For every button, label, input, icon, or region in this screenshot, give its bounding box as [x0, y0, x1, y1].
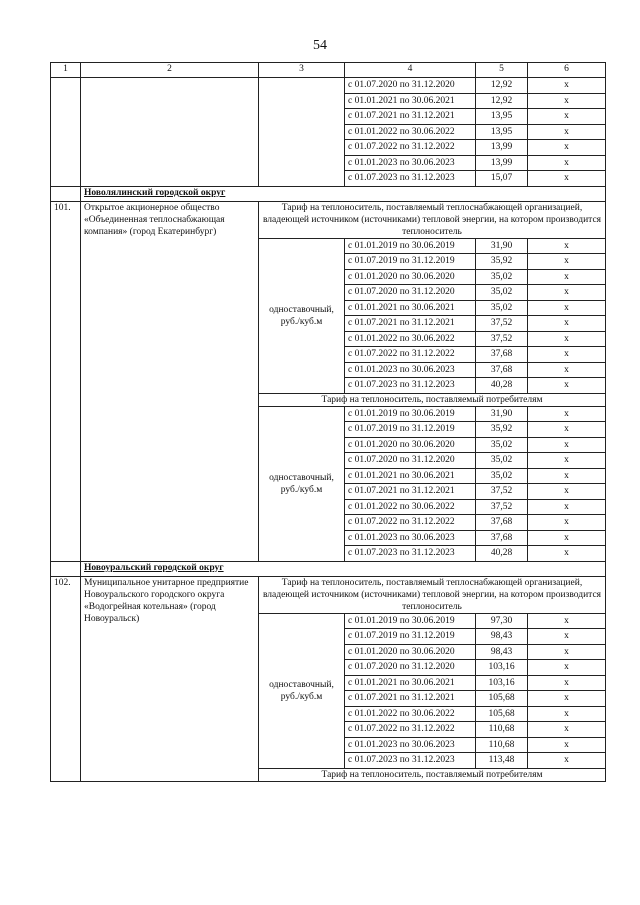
unit-cell: одноставочный, руб./куб.м: [259, 613, 345, 768]
tariff-table: [50, 62, 606, 782]
tariff-value: 37,52: [476, 316, 528, 332]
mark-cell: х: [528, 362, 606, 378]
period-cell: с 01.01.2021 по 30.06.2021: [345, 675, 476, 691]
mark-cell: х: [528, 515, 606, 531]
mark-cell: х: [528, 613, 606, 629]
period-cell: с 01.07.2021 по 31.12.2021: [345, 109, 476, 125]
period-cell: с 01.07.2023 по 31.12.2023: [345, 171, 476, 187]
mark-cell: х: [528, 316, 606, 332]
mark-cell: х: [528, 546, 606, 562]
mark-cell: х: [528, 437, 606, 453]
org-number: 102.: [51, 576, 81, 781]
period-cell: с 01.01.2021 по 30.06.2021: [345, 468, 476, 484]
tariff-value: 40,28: [476, 378, 528, 394]
tariff-value: 35,02: [476, 300, 528, 316]
mark-cell: х: [528, 347, 606, 363]
mark-cell: х: [528, 406, 606, 422]
tariff-title-row: [51, 201, 606, 238]
mark-cell: х: [528, 124, 606, 140]
mark-cell: х: [528, 660, 606, 676]
tariff-value: 13,95: [476, 109, 528, 125]
period-cell: с 01.01.2023 по 30.06.2023: [345, 737, 476, 753]
mark-cell: х: [528, 109, 606, 125]
mark-cell: х: [528, 140, 606, 156]
period-cell: с 01.07.2021 по 31.12.2021: [345, 316, 476, 332]
tariff-title: Тариф на теплоноситель, поставляемый теплоснабжающей организацией, владеющей источником (источниками) тепловой энергии, на котором производится теплоноситель: [259, 201, 606, 238]
tariff-value: 37,52: [476, 331, 528, 347]
table-row: [51, 78, 606, 94]
section-gap-cell: [51, 186, 81, 201]
tariff-value: 35,02: [476, 437, 528, 453]
tariff-value: 15,07: [476, 171, 528, 187]
mark-cell: х: [528, 300, 606, 316]
period-cell: с 01.01.2020 по 30.06.2020: [345, 644, 476, 660]
tariff-value: 97,30: [476, 613, 528, 629]
mark-cell: х: [528, 269, 606, 285]
period-cell: с 01.01.2023 по 30.06.2023: [345, 362, 476, 378]
mark-cell: х: [528, 93, 606, 109]
period-cell: с 01.01.2023 по 30.06.2023: [345, 155, 476, 171]
mark-cell: х: [528, 530, 606, 546]
tariff-value: 12,92: [476, 78, 528, 94]
period-cell: с 01.07.2022 по 31.12.2022: [345, 347, 476, 363]
period-cell: с 01.07.2019 по 31.12.2019: [345, 422, 476, 438]
period-cell: с 01.01.2019 по 30.06.2019: [345, 406, 476, 422]
section-title-row: [51, 186, 606, 201]
tariff-value: 103,16: [476, 675, 528, 691]
mark-cell: х: [528, 171, 606, 187]
period-cell: с 01.07.2020 по 31.12.2020: [345, 78, 476, 94]
mark-cell: х: [528, 737, 606, 753]
mark-cell: х: [528, 378, 606, 394]
period-cell: с 01.01.2019 по 30.06.2019: [345, 613, 476, 629]
unit-cell: одноставочный, руб./куб.м: [259, 238, 345, 393]
period-cell: с 01.01.2020 по 30.06.2020: [345, 437, 476, 453]
column-number: 3: [259, 63, 345, 78]
tariff-value: 98,43: [476, 644, 528, 660]
period-cell: с 01.07.2023 по 31.12.2023: [345, 378, 476, 394]
mark-cell: х: [528, 629, 606, 645]
mark-cell: х: [528, 706, 606, 722]
org-name: Открытое акционерное общество «Объединенная теплоснабжающая компания» (город Екатеринбург): [81, 201, 259, 561]
tariff-value: 105,68: [476, 691, 528, 707]
tariff-value: 35,92: [476, 422, 528, 438]
section-title-row: [51, 561, 606, 576]
tariff-value: 35,02: [476, 453, 528, 469]
tariff-title: Тариф на теплоноситель, поставляемый потребителям: [259, 393, 606, 406]
period-cell: с 01.01.2022 по 30.06.2022: [345, 124, 476, 140]
period-cell: с 01.01.2022 по 30.06.2022: [345, 499, 476, 515]
period-cell: с 01.01.2020 по 30.06.2020: [345, 269, 476, 285]
period-cell: с 01.07.2022 по 31.12.2022: [345, 140, 476, 156]
tariff-value: 103,16: [476, 660, 528, 676]
column-number-row: [51, 63, 606, 78]
tariff-title-row: [51, 576, 606, 613]
mark-cell: х: [528, 453, 606, 469]
mark-cell: х: [528, 644, 606, 660]
page-number: 54: [313, 38, 327, 53]
period-cell: с 01.01.2021 по 30.06.2021: [345, 93, 476, 109]
mark-cell: х: [528, 78, 606, 94]
period-cell: с 01.01.2022 по 30.06.2022: [345, 706, 476, 722]
org-number: 101.: [51, 201, 81, 561]
column-number: 5: [476, 63, 528, 78]
period-cell: с 01.01.2019 по 30.06.2019: [345, 238, 476, 254]
period-cell: с 01.07.2021 по 31.12.2021: [345, 484, 476, 500]
tariff-value: 37,52: [476, 499, 528, 515]
period-cell: с 01.07.2022 по 31.12.2022: [345, 515, 476, 531]
mark-cell: х: [528, 238, 606, 254]
period-cell: с 01.07.2020 по 31.12.2020: [345, 453, 476, 469]
period-cell: с 01.07.2020 по 31.12.2020: [345, 660, 476, 676]
tariff-value: 12,92: [476, 93, 528, 109]
mark-cell: х: [528, 722, 606, 738]
tariff-value: 37,68: [476, 530, 528, 546]
tariff-value: 37,68: [476, 362, 528, 378]
period-cell: с 01.07.2019 по 31.12.2019: [345, 629, 476, 645]
mark-cell: х: [528, 285, 606, 301]
tariff-value: 35,02: [476, 468, 528, 484]
tariff-value: 105,68: [476, 706, 528, 722]
tariff-title: Тариф на теплоноситель, поставляемый потребителям: [259, 768, 606, 781]
mark-cell: х: [528, 331, 606, 347]
tariff-value: 31,90: [476, 406, 528, 422]
mark-cell: х: [528, 691, 606, 707]
period-cell: с 01.07.2023 по 31.12.2023: [345, 753, 476, 769]
tariff-value: 35,02: [476, 285, 528, 301]
tariff-value: 37,52: [476, 484, 528, 500]
mark-cell: х: [528, 675, 606, 691]
period-cell: с 01.01.2022 по 30.06.2022: [345, 331, 476, 347]
column-number: 2: [81, 63, 259, 78]
column-number: 4: [345, 63, 476, 78]
period-cell: с 01.07.2020 по 31.12.2020: [345, 285, 476, 301]
tariff-value: 35,02: [476, 269, 528, 285]
continuation-num-cell: [51, 78, 81, 187]
tariff-value: 13,95: [476, 124, 528, 140]
tariff-value: 13,99: [476, 140, 528, 156]
tariff-value: 35,92: [476, 254, 528, 270]
column-number: 1: [51, 63, 81, 78]
mark-cell: х: [528, 753, 606, 769]
section-title: Новоуральский городской округ: [81, 561, 606, 576]
column-number: 6: [528, 63, 606, 78]
tariff-value: 98,43: [476, 629, 528, 645]
tariff-value: 37,68: [476, 347, 528, 363]
tariff-value: 37,68: [476, 515, 528, 531]
mark-cell: х: [528, 155, 606, 171]
tariff-value: 110,68: [476, 722, 528, 738]
tariff-title: Тариф на теплоноситель, поставляемый теплоснабжающей организацией, владеющей источником (источниками) тепловой энергии, на котором производится теплоноситель: [259, 576, 606, 613]
continuation-unit-cell: [259, 78, 345, 187]
period-cell: с 01.07.2023 по 31.12.2023: [345, 546, 476, 562]
tariff-value: 40,28: [476, 546, 528, 562]
section-gap-cell: [51, 561, 81, 576]
period-cell: с 01.07.2022 по 31.12.2022: [345, 722, 476, 738]
org-name: Муниципальное унитарное предприятие Новоуральского городского округа «Водогрейная котельная» (город Новоуральск): [81, 576, 259, 781]
tariff-value: 113,48: [476, 753, 528, 769]
tariff-value: 13,99: [476, 155, 528, 171]
section-title: Новолялинский городской округ: [81, 186, 606, 201]
period-cell: с 01.01.2023 по 30.06.2023: [345, 530, 476, 546]
period-cell: с 01.07.2021 по 31.12.2021: [345, 691, 476, 707]
mark-cell: х: [528, 499, 606, 515]
unit-cell: одноставочный, руб./куб.м: [259, 406, 345, 561]
period-cell: с 01.07.2019 по 31.12.2019: [345, 254, 476, 270]
mark-cell: х: [528, 254, 606, 270]
continuation-org-cell: [81, 78, 259, 187]
tariff-value: 110,68: [476, 737, 528, 753]
mark-cell: х: [528, 484, 606, 500]
period-cell: с 01.01.2021 по 30.06.2021: [345, 300, 476, 316]
mark-cell: х: [528, 468, 606, 484]
tariff-value: 31,90: [476, 238, 528, 254]
mark-cell: х: [528, 422, 606, 438]
